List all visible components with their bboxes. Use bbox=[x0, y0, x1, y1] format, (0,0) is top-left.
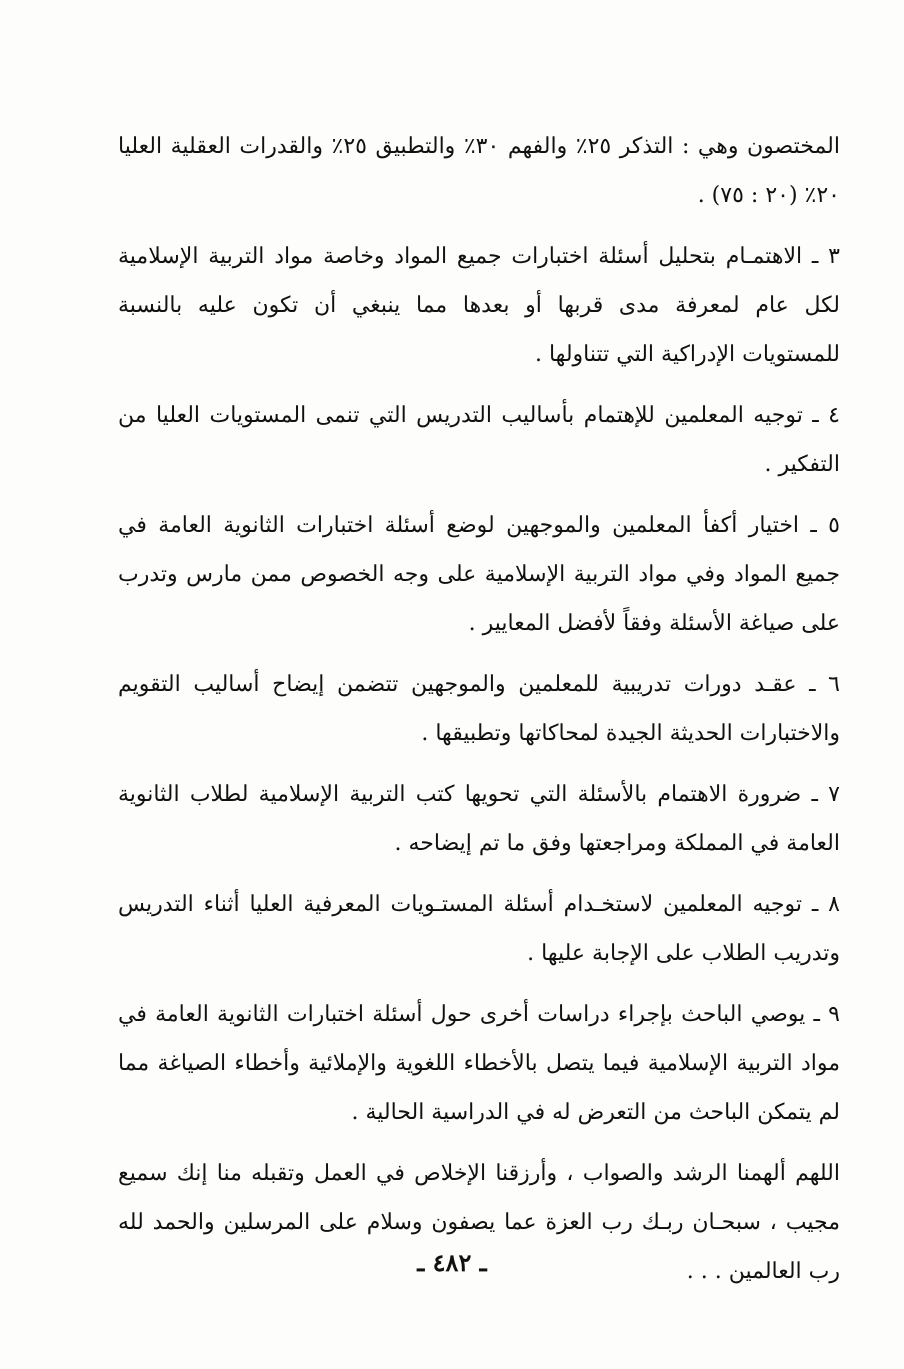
paragraph-continuation: المختصون وهي : التذكر ٢٥٪ والفهم ٣٠٪ والتطبيق ٢٥٪ والقدرات العقلية العليا ٢٠٪ (٢٠ : ٧٥) . bbox=[118, 134, 840, 208]
paragraph-closing-prayer: اللهم ألهمنا الرشد والصواب ، وأرزقنا الإخلاص في العمل وتقبله منا إنك سميع مجيب ، سبحـان ربـك رب العزة عما يصفون وسلام على المرسلين والحمد لله رب العالمين . . . bbox=[118, 1161, 840, 1284]
paragraph-item-7: ٧ ـ ضرورة الاهتمام بالأسئلة التي تحويها كتب التربية الإسلامية لطلاب الثانوية العامة في المملكة ومراجعتها وفق ما تم إيضاحه . bbox=[118, 782, 840, 856]
paragraph-item-9: ٩ ـ يوصي الباحث بإجراء دراسات أخرى حول أسئلة اختبارات الثانوية العامة في مواد التربية الإسلامية فيما يتصل بالأخطاء اللغوية والإملائية وأخطاء الصياغة مما لم يتمكن الباحث من التعرض له في الدراسية الحالية . bbox=[118, 1002, 840, 1125]
body-text bbox=[118, 122, 840, 1308]
paragraph-item-5: ٥ ـ اختيار أكفأ المعلمين والموجهين لوضع أسئلة اختبارات الثانوية العامة في جميع المواد وفي مواد التربية الإسلامية على وجه الخصوص ممن مارس وتدرب على صياغة الأسئلة وفقاً لأفضل المعايير . bbox=[118, 513, 840, 636]
paragraph-item-3: ٣ ـ الاهتمـام بتحليل أسئلة اختبارات جميع المواد وخاصة مواد التربية الإسلامية لكل عام لمعرفة مدى قربها أو بعدها مما ينبغي أن تكون عليه بالنسبة للمستويات الإدراكية التي تتناولها . bbox=[118, 244, 840, 367]
paragraph-item-4: ٤ ـ توجيه المعلمين للإهتمام بأساليب التدريس التي تنمى المستويات العليا من التفكير . bbox=[118, 403, 840, 477]
page-number: ـ ٤٨٢ ـ bbox=[417, 1248, 487, 1277]
paragraph-item-6: ٦ ـ عقـد دورات تدريبية للمعلمين والموجهين تتضمن إيضاح أساليب التقويم والاختبارات الحديثة الجيدة لمحاكاتها وتطبيقها . bbox=[118, 672, 840, 746]
paragraph-item-8: ٨ ـ توجيه المعلمين لاستخـدام أسئلة المستـويات المعرفية العليا أثناء التدريس وتدريب الطلاب على الإجابة عليها . bbox=[118, 892, 840, 966]
